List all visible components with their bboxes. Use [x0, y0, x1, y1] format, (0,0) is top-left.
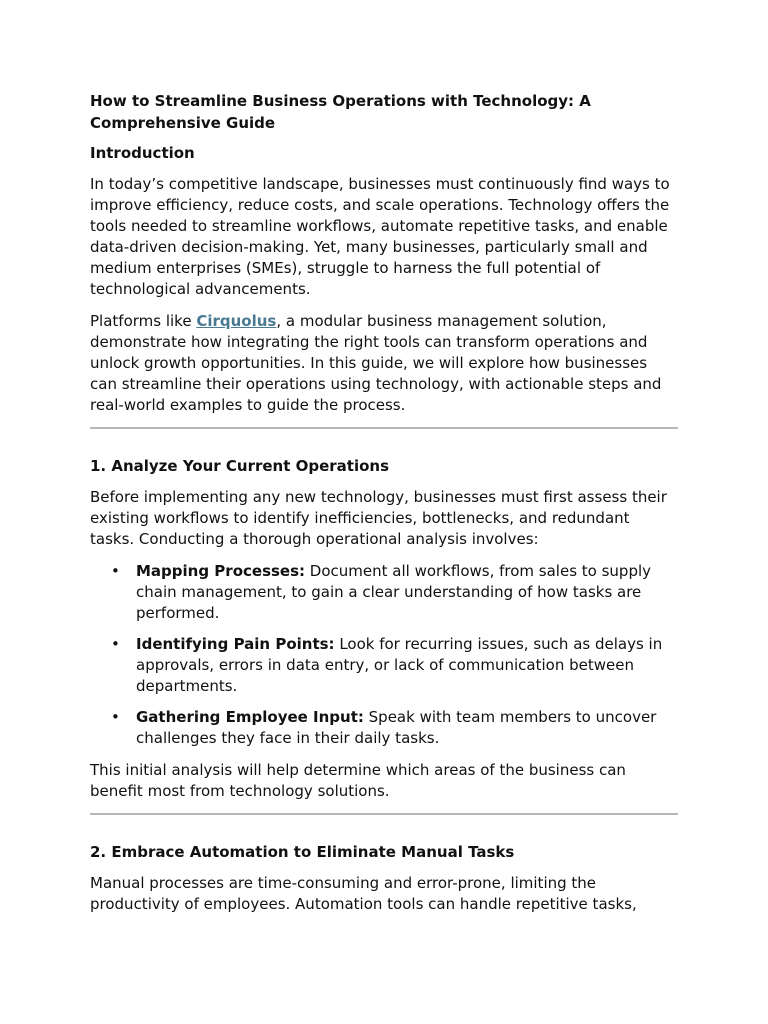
list-item-text: Document all workflows, from sales to supply chain management, to gain a clear understanding of how tasks are performed.	[136, 562, 652, 622]
list-item-text: Speak with team members to uncover challenges they face in their daily tasks.	[136, 708, 657, 747]
section-1-paragraph-2: This initial analysis will help determine which areas of the business can benefit most from technology solutions.	[90, 761, 626, 800]
list-item	[111, 707, 678, 749]
section-2-paragraph-1: Manual processes are time-consuming and error-prone, limiting the productivity of employees. Automation tools can handle repetitive tasks,	[90, 874, 637, 913]
bullet-icon: •	[111, 635, 120, 653]
bullet-icon: •	[111, 708, 120, 726]
bullet-icon: •	[111, 562, 120, 580]
section-1-bullet-list	[90, 561, 678, 749]
divider	[90, 813, 678, 815]
intro-p2-after: , a modular business management solution, demonstrate how integrating the right tools can transform operations and unlock growth opportunities. In this guide, we will explore how businesses can streamline their operations using technology, with actionable steps and real-world examples to guide the process.	[90, 312, 662, 414]
section-1-paragraph-1: Before implementing any new technology, businesses must first assess their existing workflows to identify inefficiencies, bottlenecks, and redundant tasks. Conducting a thorough operational analysis involves:	[90, 488, 667, 548]
list-item-label: Gathering Employee Input:	[136, 708, 364, 726]
list-item-label: Mapping Processes:	[136, 562, 306, 580]
document-page	[90, 90, 678, 926]
intro-heading: Introduction	[90, 144, 195, 162]
intro-paragraph-2	[90, 311, 678, 416]
divider	[90, 427, 678, 429]
intro-p2-before: Platforms like	[90, 312, 197, 330]
list-item-label: Identifying Pain Points:	[136, 635, 335, 653]
cirquolus-link[interactable]: Cirquolus	[196, 312, 277, 330]
list-item	[111, 561, 678, 624]
document-title: How to Streamline Business Operations with Technology: A Comprehensive Guide	[90, 92, 591, 132]
list-item	[111, 634, 678, 697]
list-item-text: Look for recurring issues, such as delays in approvals, errors in data entry, or lack of communication between departments.	[136, 635, 663, 695]
section-2-heading: 2. Embrace Automation to Eliminate Manual Tasks	[90, 843, 515, 861]
intro-paragraph-1: In today’s competitive landscape, businesses must continuously find ways to improve efficiency, reduce costs, and scale operations. Technology offers the tools needed to streamline workflows, automate repetitive tasks, and enable data-driven decision-making. Yet, many businesses, particularly small and medium enterprises (SMEs), struggle to harness the full potential of technological advancements.	[90, 175, 670, 298]
section-1-heading: 1. Analyze Your Current Operations	[90, 457, 390, 475]
